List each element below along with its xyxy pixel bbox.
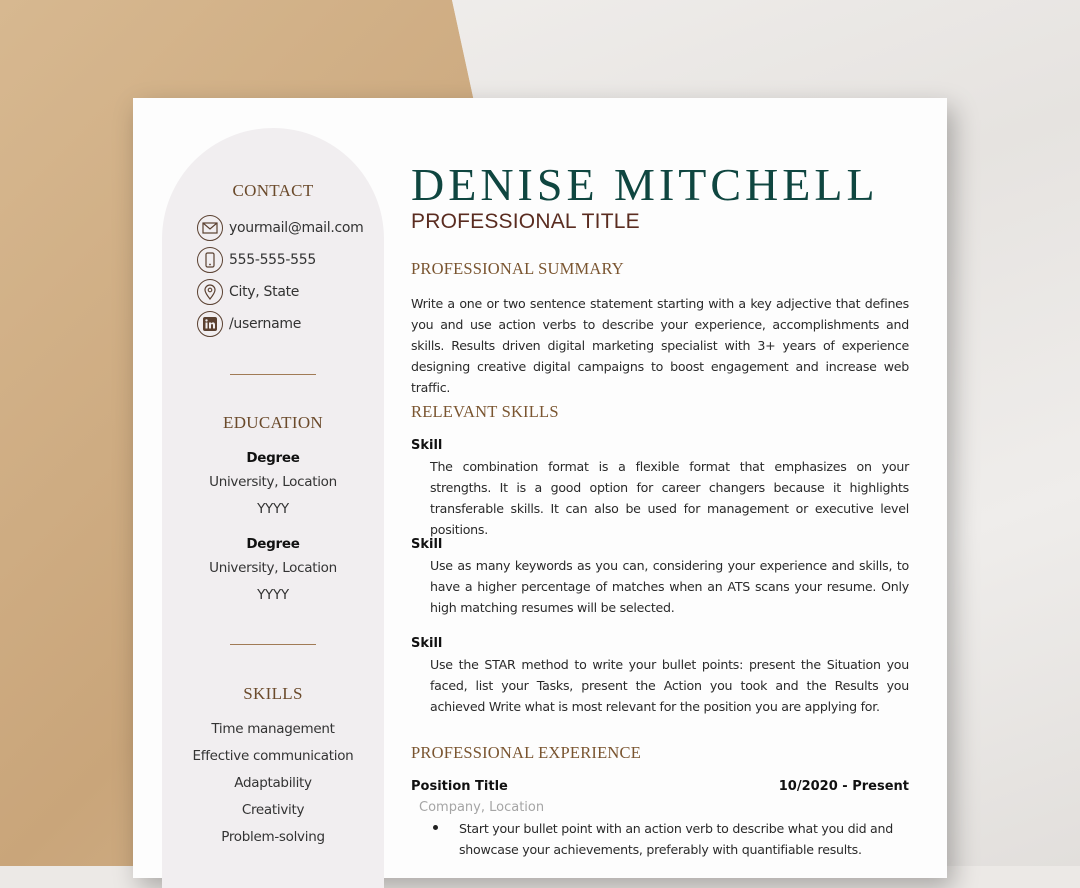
summary-heading: PROFESSIONAL SUMMARY (411, 259, 624, 278)
education-heading: EDUCATION (223, 413, 323, 432)
education-school: University, Location (209, 474, 337, 490)
job-position: Position Title (411, 779, 508, 794)
skill-item: Time management (211, 721, 335, 737)
candidate-name: DENISE MITCHELL (411, 159, 879, 210)
summary-text: Write a one or two sentence statement starting with a key adjective that defines you and use action verbs to describe your experience, accomplishments and skills. Results driven digital marketing specialist with 3+ years of experience designing creative digital campaigns to boost engagement and increase web traffic. (411, 296, 909, 395)
bullet-icon (433, 825, 438, 830)
section-divider (230, 644, 316, 645)
skills-heading: SKILLS (243, 684, 303, 703)
skill-description: Use the STAR method to write your bullet points: present the Situation you faced, list your Tasks, present the Action you took and the Results you achieved Write what is most relevant for the position you are applying for. (430, 657, 909, 714)
education-year: YYYY (257, 501, 289, 517)
job-company: Company, Location (419, 800, 545, 815)
contact-email (197, 214, 363, 242)
relevant-skills-heading: RELEVANT SKILLS (411, 402, 559, 421)
envelope-icon (197, 215, 223, 241)
contact-location (197, 278, 299, 306)
skill-description: The combination format is a flexible format that emphasizes on your strengths. It is a good option for career changers because it highlights transferable skills. It can also be used for management or executive level positions. (430, 459, 909, 537)
job-dates: 10/2020 - Present (778, 779, 909, 794)
skill-item: Problem-solving (221, 829, 325, 845)
skill-title: Skill (411, 537, 443, 552)
contact-heading: CONTACT (232, 181, 314, 200)
job-bullet-text: Start your bullet point with an action verb to describe what you did and showcase your achievements, preferably with quantifiable results. (459, 821, 894, 857)
skill-title: Skill (411, 438, 443, 453)
education-degree: Degree (246, 450, 300, 466)
skill-description: Use as many keywords as you can, considering your experience and skills, to have a higher percentage of matches when an ATS scans your resume. Only high matching resumes will be selected. (430, 558, 909, 615)
education-degree: Degree (246, 536, 300, 552)
skill-item: Adaptability (234, 775, 312, 791)
skill-item: Effective communication (192, 748, 354, 764)
education-school: University, Location (209, 560, 337, 576)
education-year: YYYY (257, 587, 289, 603)
professional-title: PROFESSIONAL TITLE (411, 210, 640, 233)
location-text: City, State (229, 284, 300, 300)
skill-title: Skill (411, 636, 443, 651)
phone-text: 555-555-555 (229, 252, 316, 268)
linkedin-icon (197, 311, 223, 337)
resume-sidebar (162, 128, 384, 888)
job-bullet (433, 818, 909, 860)
section-divider (230, 374, 316, 375)
email-text: yourmail@mail.com (229, 220, 364, 236)
contact-linkedin (197, 310, 301, 338)
skill-item: Creativity (241, 802, 305, 818)
job-header (411, 779, 909, 794)
resume-page (133, 98, 947, 878)
experience-heading: PROFESSIONAL EXPERIENCE (411, 743, 641, 762)
linkedin-text: /username (229, 316, 302, 332)
contact-phone (197, 246, 316, 274)
map-pin-icon (197, 279, 223, 305)
phone-icon (197, 247, 223, 273)
